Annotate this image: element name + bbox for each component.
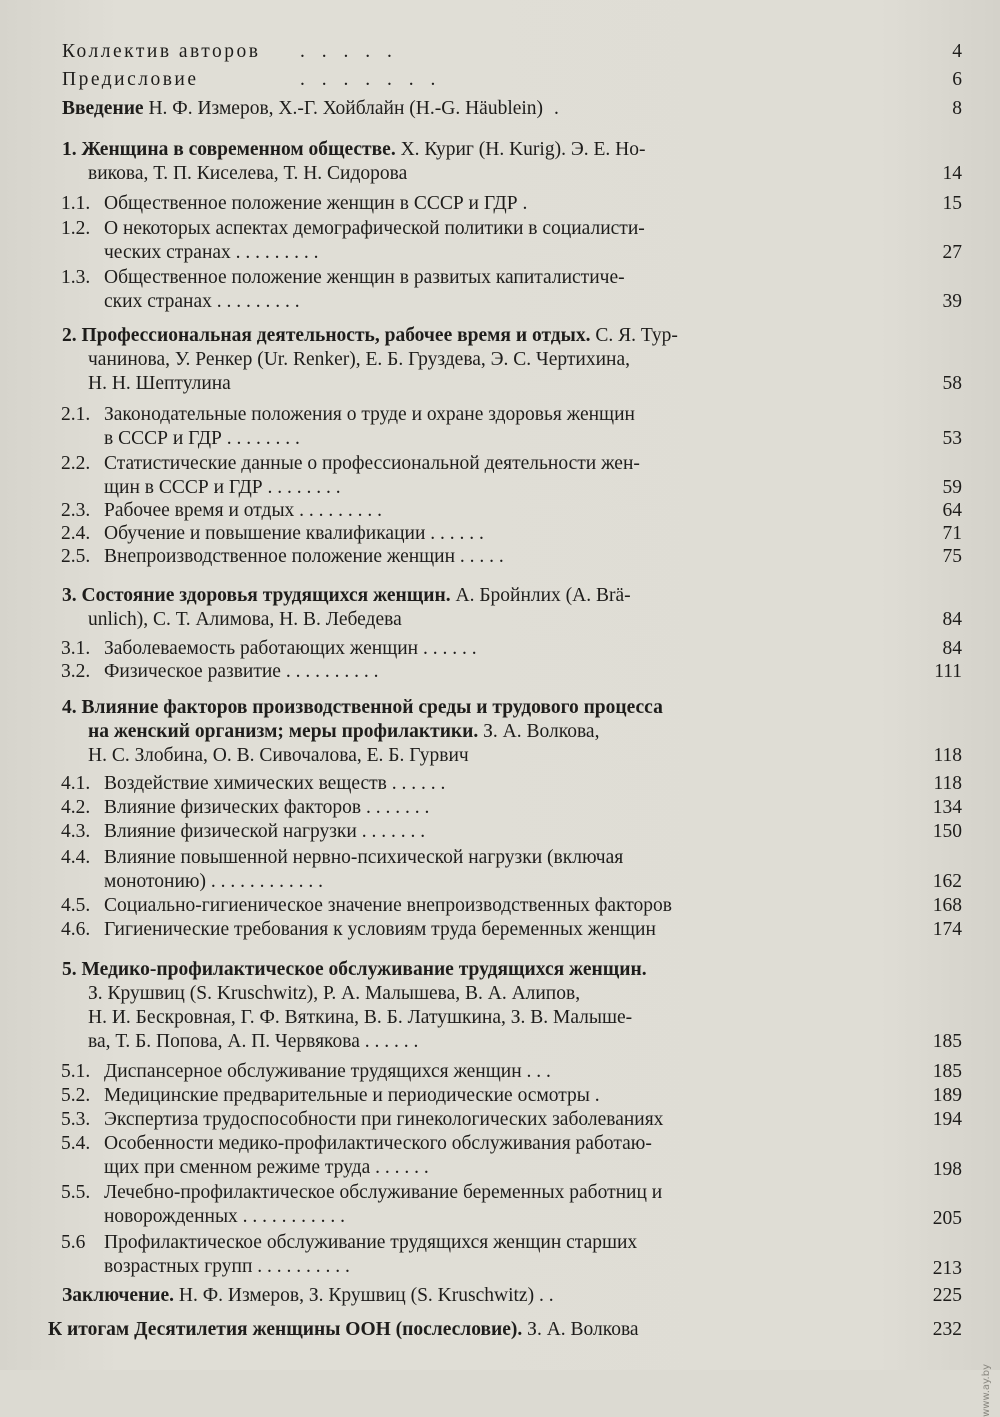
entry-title: Введение	[62, 98, 144, 119]
section-title: Воздействие химических веществ . . . . . .	[104, 773, 446, 794]
page-number: 198	[932, 1159, 962, 1180]
section-title: Особенности медико-профилактического обслуживания работаю-	[104, 1133, 652, 1154]
page-number: 185	[932, 1031, 962, 1052]
section-title: Общественное положение женщин в развитых капиталистиче-	[104, 267, 625, 288]
section-number: 1.2.	[61, 218, 91, 239]
section-title-cont: возрастных групп . . . . . . . . . .	[104, 1256, 350, 1277]
section-title: Социально-гигиеническое значение внепроизводственных факторов	[104, 895, 672, 916]
section-title: Обучение и повышение квалификации . . . . . .	[104, 523, 484, 544]
chapter-title: 1. Женщина в современном обществе.	[62, 139, 396, 160]
section-title: Рабочее время и отдых . . . . . . . . .	[104, 500, 383, 521]
page-number: 134	[932, 797, 962, 818]
section-title: Влияние физической нагрузки . . . . . . .	[104, 821, 426, 842]
page-number: 71	[942, 523, 962, 544]
chapter-title: 5. Медико-профилактическое обслуживание трудящихся женщин.	[62, 959, 647, 980]
chapter-title-cont: на женский организм; меры профилактики.	[88, 721, 479, 742]
entry-authors: Н. Ф. Измеров, З. Крушвиц (S. Kruschwitz) . .	[174, 1285, 554, 1306]
section-title: Заболеваемость работающих женщин . . . . . .	[104, 638, 477, 659]
chapter-authors-cont: Н. Н. Шептулина	[88, 373, 231, 394]
section-number: 5.3.	[61, 1109, 91, 1130]
chapter-title: 3. Состояние здоровья трудящихся женщин.	[62, 585, 451, 606]
section-title-cont: новорожденных . . . . . . . . . . .	[104, 1206, 346, 1227]
page-number: 232	[932, 1319, 962, 1340]
section-title: Экспертиза трудоспособности при гинекологических заболеваниях	[104, 1109, 664, 1130]
section-number: 5.1.	[61, 1061, 91, 1082]
section-number: 4.3.	[61, 821, 91, 842]
page-number: 15	[942, 193, 962, 214]
chapter-authors: С. Я. Тур-	[590, 325, 678, 346]
page-number: 84	[942, 638, 962, 659]
section-number: 2.1.	[61, 404, 91, 425]
page-number: 150	[932, 821, 962, 842]
page-number: 64	[942, 500, 962, 521]
section-number: 2.3.	[61, 500, 91, 521]
section-number: 2.5.	[61, 546, 91, 567]
section-number: 5.5.	[61, 1182, 91, 1203]
section-title: Статистические данные о профессиональной деятельности жен-	[104, 453, 640, 474]
section-title: Лечебно-профилактическое обслуживание беременных работниц и	[104, 1182, 663, 1203]
section-title-cont: в СССР и ГДР . . . . . . . .	[104, 428, 300, 449]
page-number: 174	[932, 919, 962, 940]
page-number: 14	[942, 163, 962, 184]
chapter-authors-cont: Н. И. Бескровная, Г. Ф. Вяткина, В. Б. Латушкина, З. В. Малыше-	[88, 1007, 633, 1028]
section-number: 5.2.	[61, 1085, 91, 1106]
section-number: 4.1.	[61, 773, 91, 794]
page-number: 75	[942, 546, 962, 567]
page-number: 39	[942, 291, 962, 312]
page-number: 27	[942, 242, 962, 263]
chapter-authors-cont: unlich), С. Т. Алимова, Н. В. Лебедева	[88, 609, 402, 630]
section-title: Диспансерное обслуживание трудящихся женщин . . .	[104, 1061, 551, 1082]
page-number: 4	[952, 41, 962, 62]
chapter-authors-cont: Н. С. Злобина, О. В. Сивочалова, Е. Б. Гурвич	[88, 745, 469, 766]
section-number: 2.2.	[61, 453, 91, 474]
section-title-cont: ческих странах . . . . . . . . .	[104, 242, 319, 263]
page-number: 84	[942, 609, 962, 630]
section-title: Законодательные положения о труде и охране здоровья женщин	[104, 404, 635, 425]
page-number: 213	[932, 1258, 962, 1279]
page-number: 168	[932, 895, 962, 916]
chapter-title: 2. Профессиональная деятельность, рабочее время и отдых.	[62, 325, 591, 346]
section-title-cont: монотонию) . . . . . . . . . . . .	[104, 871, 323, 892]
chapter-authors-cont: чанинова, У. Ренкер (Ur. Renker), Е. Б. Груздева, Э. С. Чертихина,	[88, 349, 630, 370]
page-number: 225	[932, 1285, 962, 1306]
section-number: 2.4.	[61, 523, 91, 544]
section-title: Физическое развитие . . . . . . . . . .	[104, 661, 379, 682]
page-number: 53	[942, 428, 962, 449]
section-number: 4.4.	[61, 847, 91, 868]
page-number: 118	[933, 773, 962, 794]
section-title: Гигиенические требования к условиям труда беременных женщин	[104, 919, 656, 940]
entry-title: Заключение.	[62, 1285, 175, 1306]
entry-title: Коллектив авторов	[62, 41, 261, 62]
section-number: 1.1.	[61, 193, 91, 214]
page-number: 205	[932, 1208, 962, 1229]
entry-title: Предисловие	[62, 69, 199, 90]
leader-dots: . . . . .	[300, 41, 398, 62]
page-number: 162	[932, 871, 962, 892]
section-title: Влияние повышенной нервно-психической нагрузки (включая	[104, 847, 624, 868]
page-number: 58	[942, 373, 962, 394]
section-title-cont: ских странах . . . . . . . . .	[104, 291, 300, 312]
entry-authors: З. А. Волкова	[522, 1319, 639, 1340]
section-title: Влияние физических факторов . . . . . . .	[104, 797, 430, 818]
section-number: 1.3.	[61, 267, 91, 288]
section-title-cont: щин в СССР и ГДР . . . . . . . .	[104, 477, 341, 498]
section-title: Общественное положение женщин в СССР и ГДР .	[104, 193, 528, 214]
entry-title: К итогам Десятилетия женщины ООН (послесловие).	[48, 1319, 523, 1340]
chapter-title: 4. Влияние факторов производственной среды и трудового процесса	[62, 697, 663, 718]
page-number: 118	[933, 745, 962, 766]
section-title: Медицинские предварительные и периодические осмотры .	[104, 1085, 600, 1106]
leader-dots: .	[543, 98, 565, 119]
section-title-cont: щих при сменном режиме труда . . . . . .	[104, 1157, 429, 1178]
chapter-authors-cont: викова, Т. П. Киселева, Т. Н. Сидорова	[88, 163, 408, 184]
chapter-authors: З. Крушвиц (S. Kruschwitz), Р. А. Малышева, В. А. Алипов,	[88, 983, 581, 1004]
chapter-authors: А. Бройнлих (A. Brä-	[450, 585, 631, 606]
section-number: 5.4.	[61, 1133, 91, 1154]
chapter-authors: З. А. Волкова,	[478, 721, 600, 742]
section-number: 3.1.	[61, 638, 91, 659]
section-number: 4.5.	[61, 895, 91, 916]
page-number: 189	[932, 1085, 962, 1106]
entry-authors: Н. Ф. Измеров, Х.-Г. Хойблайн (H.-G. Häublein)	[143, 98, 544, 119]
watermark: www.ay.by	[981, 1364, 992, 1417]
page-number: 194	[932, 1109, 962, 1130]
page-number: 6	[952, 69, 962, 90]
section-number: 3.2.	[61, 661, 91, 682]
chapter-authors: Х. Куриг (H. Kurig). Э. Е. Но-	[395, 139, 646, 160]
section-title: О некоторых аспектах демографической политики в социалисти-	[104, 218, 645, 239]
section-number: 4.6.	[61, 919, 91, 940]
page-number: 8	[952, 98, 962, 119]
page-number: 111	[934, 661, 962, 682]
section-number: 4.2.	[61, 797, 91, 818]
section-title: Внепроизводственное положение женщин . . . . .	[104, 546, 504, 567]
section-number: 5.6	[61, 1232, 86, 1253]
leader-dots: . . . . . . .	[300, 69, 442, 90]
page-number: 59	[942, 477, 962, 498]
page-number: 185	[932, 1061, 962, 1082]
section-title: Профилактическое обслуживание трудящихся женщин старших	[104, 1232, 638, 1253]
chapter-authors-cont: ва, Т. Б. Попова, А. П. Червякова . . . . . .	[88, 1031, 419, 1052]
